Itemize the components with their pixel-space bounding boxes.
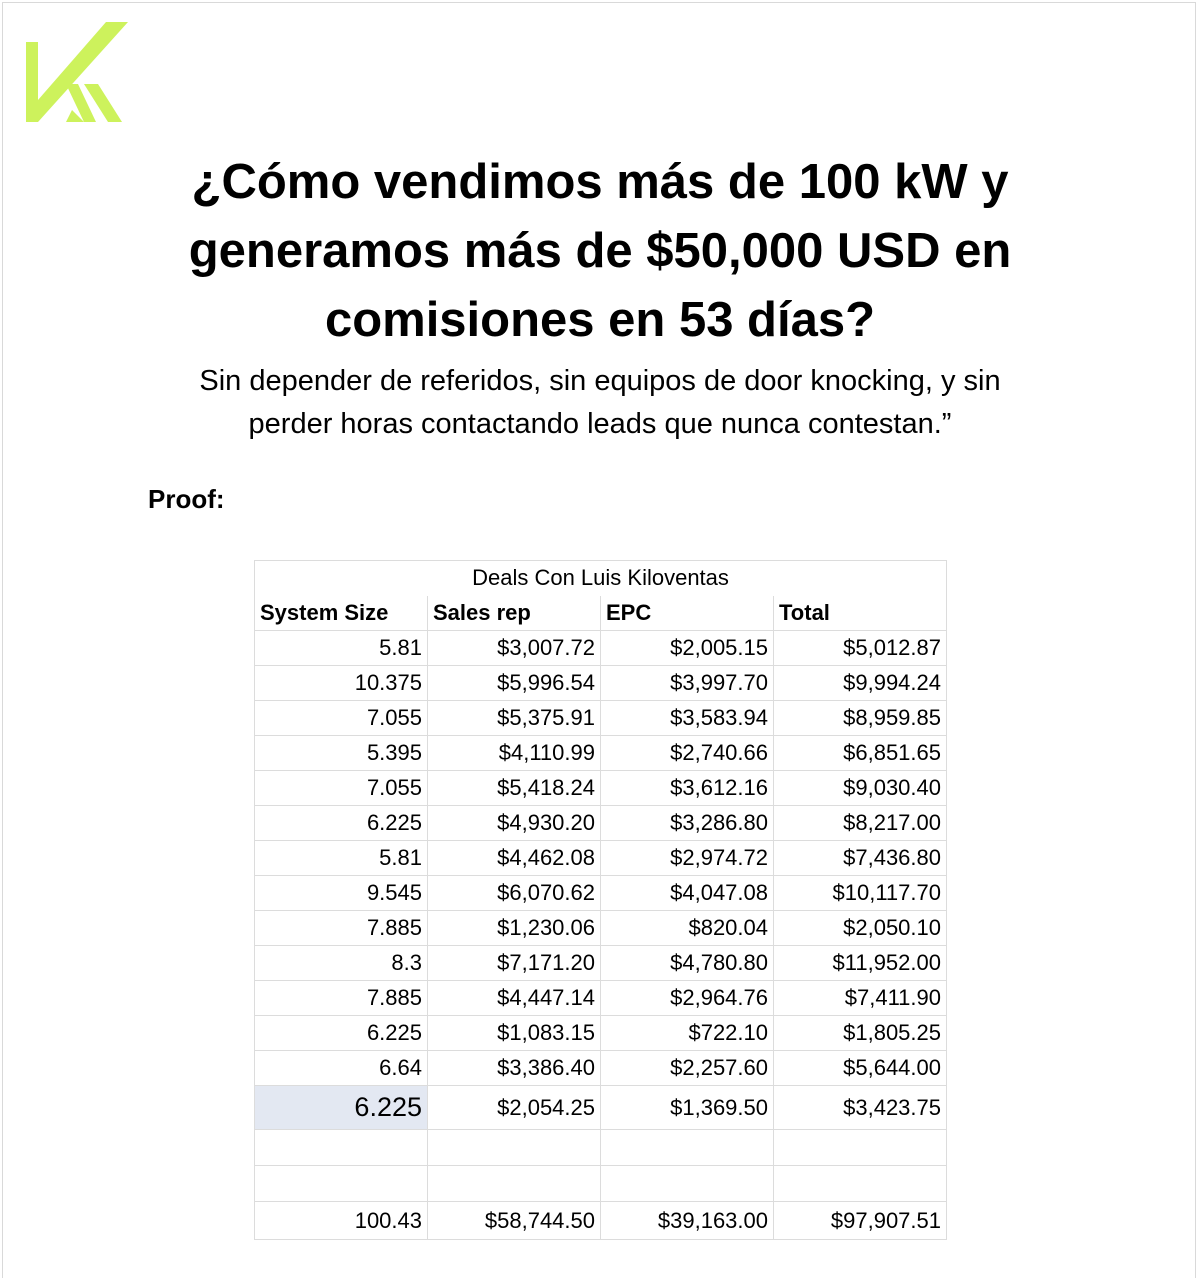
system-size-cell[interactable]: 7.055 xyxy=(255,771,428,806)
empty-cell[interactable] xyxy=(601,1130,774,1166)
epc-cell[interactable]: $3,997.70 xyxy=(601,666,774,701)
table-row xyxy=(255,876,947,911)
header-epc: EPC xyxy=(601,596,774,631)
epc-cell[interactable]: $2,740.66 xyxy=(601,736,774,771)
total-cell[interactable]: $8,959.85 xyxy=(774,701,947,736)
total-cell[interactable]: $6,851.65 xyxy=(774,736,947,771)
sales-rep-cell[interactable]: $4,462.08 xyxy=(428,841,601,876)
system-size-cell[interactable]: 6.225 xyxy=(255,806,428,841)
total-cell[interactable]: $8,217.00 xyxy=(774,806,947,841)
epc-cell[interactable]: $820.04 xyxy=(601,911,774,946)
header-sales-rep: Sales rep xyxy=(428,596,601,631)
system-size-cell[interactable]: 9.545 xyxy=(255,876,428,911)
epc-cell[interactable]: $4,047.08 xyxy=(601,876,774,911)
system-size-cell[interactable]: 5.395 xyxy=(255,736,428,771)
total-system-size-cell[interactable]: 100.43 xyxy=(255,1202,428,1240)
empty-cell[interactable] xyxy=(428,1166,601,1202)
total-sales-rep-cell[interactable]: $58,744.50 xyxy=(428,1202,601,1240)
epc-cell[interactable]: $3,612.16 xyxy=(601,771,774,806)
empty-cell[interactable] xyxy=(774,1130,947,1166)
table-row xyxy=(255,946,947,981)
table-row xyxy=(255,806,947,841)
epc-cell[interactable]: $722.10 xyxy=(601,1016,774,1051)
epc-cell[interactable]: $3,286.80 xyxy=(601,806,774,841)
system-size-cell[interactable]: 5.81 xyxy=(255,841,428,876)
total-epc-cell[interactable]: $39,163.00 xyxy=(601,1202,774,1240)
table-row xyxy=(255,841,947,876)
header-total: Total xyxy=(774,596,947,631)
empty-cell[interactable] xyxy=(255,1130,428,1166)
system-size-cell[interactable]: 7.055 xyxy=(255,701,428,736)
total-cell[interactable]: $9,030.40 xyxy=(774,771,947,806)
total-cell[interactable]: $3,423.75 xyxy=(774,1086,947,1130)
system-size-cell[interactable]: 10.375 xyxy=(255,666,428,701)
sales-rep-cell[interactable]: $3,386.40 xyxy=(428,1051,601,1086)
total-cell[interactable]: $2,050.10 xyxy=(774,911,947,946)
system-size-cell[interactable]: 6.225 xyxy=(255,1086,428,1130)
title-line: comisiones en 53 días? xyxy=(324,293,876,347)
table-row xyxy=(255,736,947,771)
system-size-cell[interactable]: 5.81 xyxy=(255,631,428,666)
epc-cell[interactable]: $1,369.50 xyxy=(601,1086,774,1130)
table-row xyxy=(255,666,947,701)
sales-rep-cell[interactable]: $1,083.15 xyxy=(428,1016,601,1051)
epc-cell[interactable]: $2,964.76 xyxy=(601,981,774,1016)
title-line: ¿Cómo vendimos más de 100 kW y xyxy=(191,155,1009,209)
sales-rep-cell[interactable]: $4,110.99 xyxy=(428,736,601,771)
sales-rep-cell[interactable]: $5,375.91 xyxy=(428,701,601,736)
epc-cell[interactable]: $2,005.15 xyxy=(601,631,774,666)
epc-cell[interactable]: $2,257.60 xyxy=(601,1051,774,1086)
total-cell[interactable]: $7,436.80 xyxy=(774,841,947,876)
table-row xyxy=(255,771,947,806)
total-total-cell[interactable]: $97,907.51 xyxy=(774,1202,947,1240)
epc-cell[interactable]: $2,974.72 xyxy=(601,841,774,876)
empty-cell[interactable] xyxy=(774,1166,947,1202)
empty-cell[interactable] xyxy=(601,1166,774,1202)
empty-row xyxy=(255,1166,947,1202)
sales-rep-cell[interactable]: $2,054.25 xyxy=(428,1086,601,1130)
table-row xyxy=(255,1051,947,1086)
epc-cell[interactable]: $3,583.94 xyxy=(601,701,774,736)
table-row xyxy=(255,911,947,946)
sales-rep-cell[interactable]: $5,418.24 xyxy=(428,771,601,806)
sales-rep-cell[interactable]: $3,007.72 xyxy=(428,631,601,666)
empty-cell[interactable] xyxy=(428,1130,601,1166)
sales-rep-cell[interactable]: $7,171.20 xyxy=(428,946,601,981)
table-row xyxy=(255,1016,947,1051)
subtitle-line: Sin depender de referidos, sin equipos de door knocking, y sin xyxy=(199,365,1001,397)
subtitle xyxy=(0,360,1200,446)
system-size-cell[interactable]: 7.885 xyxy=(255,981,428,1016)
table-row xyxy=(255,701,947,736)
table-row xyxy=(255,981,947,1016)
system-size-cell[interactable]: 6.225 xyxy=(255,1016,428,1051)
table-row xyxy=(255,631,947,666)
sales-rep-cell[interactable]: $1,230.06 xyxy=(428,911,601,946)
caption-row xyxy=(255,561,947,596)
system-size-cell[interactable]: 6.64 xyxy=(255,1051,428,1086)
page-title xyxy=(0,148,1200,355)
kiloventas-logo xyxy=(26,22,128,122)
title-line: generamos más de $50,000 USD en xyxy=(188,224,1012,278)
total-cell[interactable]: $10,117.70 xyxy=(774,876,947,911)
header-system-size: System Size xyxy=(255,596,428,631)
table-caption: Deals Con Luis Kiloventas xyxy=(255,561,947,596)
system-size-cell[interactable]: 8.3 xyxy=(255,946,428,981)
sales-rep-cell[interactable]: $6,070.62 xyxy=(428,876,601,911)
deals-table xyxy=(254,560,947,1240)
sales-rep-cell[interactable]: $4,930.20 xyxy=(428,806,601,841)
epc-cell[interactable]: $4,780.80 xyxy=(601,946,774,981)
system-size-cell[interactable]: 7.885 xyxy=(255,911,428,946)
empty-row xyxy=(255,1130,947,1166)
header-row xyxy=(255,596,947,631)
proof-label: Proof: xyxy=(148,484,225,514)
sales-rep-cell[interactable]: $5,996.54 xyxy=(428,666,601,701)
total-cell[interactable]: $7,411.90 xyxy=(774,981,947,1016)
total-cell[interactable]: $9,994.24 xyxy=(774,666,947,701)
subtitle-line: perder horas contactando leads que nunca contestan.” xyxy=(248,408,952,440)
total-cell[interactable]: $1,805.25 xyxy=(774,1016,947,1051)
sales-rep-cell[interactable]: $4,447.14 xyxy=(428,981,601,1016)
empty-cell[interactable] xyxy=(255,1166,428,1202)
total-cell[interactable]: $11,952.00 xyxy=(774,946,947,981)
total-cell[interactable]: $5,644.00 xyxy=(774,1051,947,1086)
total-cell[interactable]: $5,012.87 xyxy=(774,631,947,666)
totals-row xyxy=(255,1202,947,1240)
table-row xyxy=(255,1086,947,1130)
